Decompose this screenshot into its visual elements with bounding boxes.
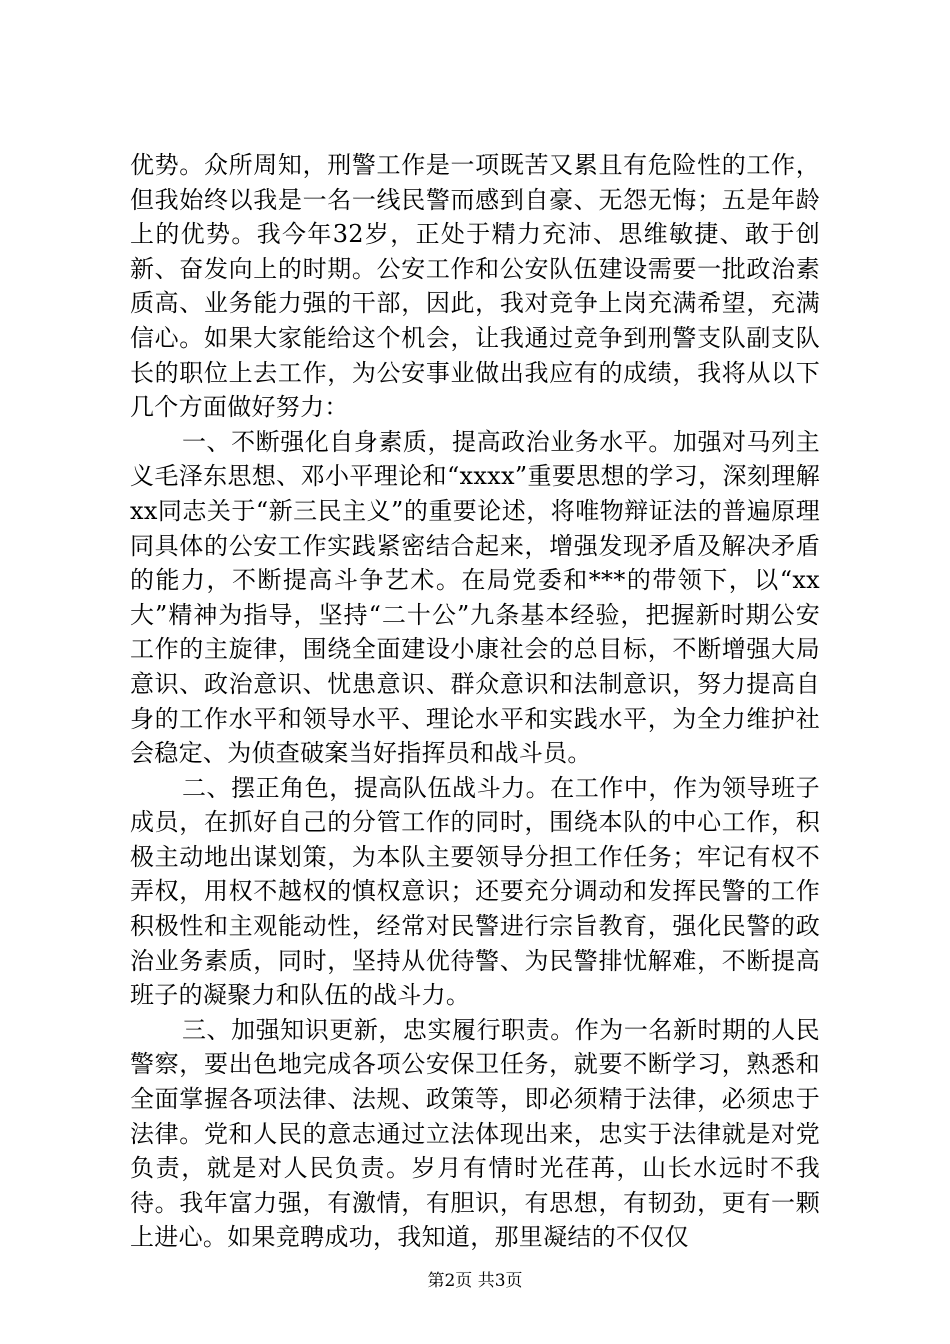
paragraph-1: 优势。众所周知，刑警工作是一项既苦又累且有危险性的工作，但我始终以我是一名一线民警而感到自豪、无怨无悔；五是年龄上的优势。我今年32岁，正处于精力充沛、思维敏捷、敢于创新、奋发向上的时期。公安工作和公安队伍建设需要一批政治素质高、业务能力强的干部，因此，我对竞争上岗充满希望，充满信心。如果大家能给这个机会，让我通过竞争到刑警支队副支队长的职位上去工作，为公安事业做出我应有的成绩，我将从以下几个方面做好努力： xyxy=(130,151,820,422)
document-body xyxy=(130,148,820,1255)
page-number-footer: 第2页 共3页 xyxy=(427,1271,523,1291)
paragraph-2: 一、不断强化自身素质，提高政治业务水平。加强对马列主义毛泽东思想、邓小平理论和“xxxx”重要思想的学习，深刻理解xx同志关于“新三民主义”的重要论述，将唯物辩证法的普遍原理同具体的公安工作实践紧密结合起来，增强发现矛盾及解决矛盾的能力，不断提高斗争艺术。在局党委和***的带领下，以“xx大”精神为指导，坚持“二十公”九条基本经验，把握新时期公安工作的主旋律，围绕全面建设小康社会的总目标，不断增强大局意识、政治意识、忧患意识、群众意识和法制意识，努力提高自身的工作水平和领导水平、理论水平和实践水平，为全力维护社会稳定、为侦查破案当好指挥员和战斗员。 xyxy=(130,427,820,768)
paragraph-3: 二、摆正角色，提高队伍战斗力。在工作中，作为领导班子成员，在抓好自己的分管工作的同时，围绕本队的中心工作，积极主动地出谋划策，为本队主要领导分担工作任务；牢记有权不弄权，用权不越权的慎权意识；还要充分调动和发挥民警的工作积极性和主观能动性，经常对民警进行宗旨教育，强化民警的政治业务素质，同时，坚持从优待警、为民警排忧解难，不断提高班子的凝聚力和队伍的战斗力。 xyxy=(130,773,820,1010)
paragraph-4: 三、加强知识更新，忠实履行职责。作为一名新时期的人民警察，要出色地完成各项公安保卫任务，就要不断学习，熟悉和全面掌握各项法律、法规、政策等，即必须精于法律，必须忠于法律。党和人民的意志通过立法体现出来，忠实于法律就是对党负责，就是对人民负责。岁月有情时光荏苒，山长水远时不我待。我年富力强，有激情，有胆识，有思想，有韧劲，更有一颗上进心。如果竞聘成功，我知道，那里凝结的不仅仅 xyxy=(130,1015,820,1252)
